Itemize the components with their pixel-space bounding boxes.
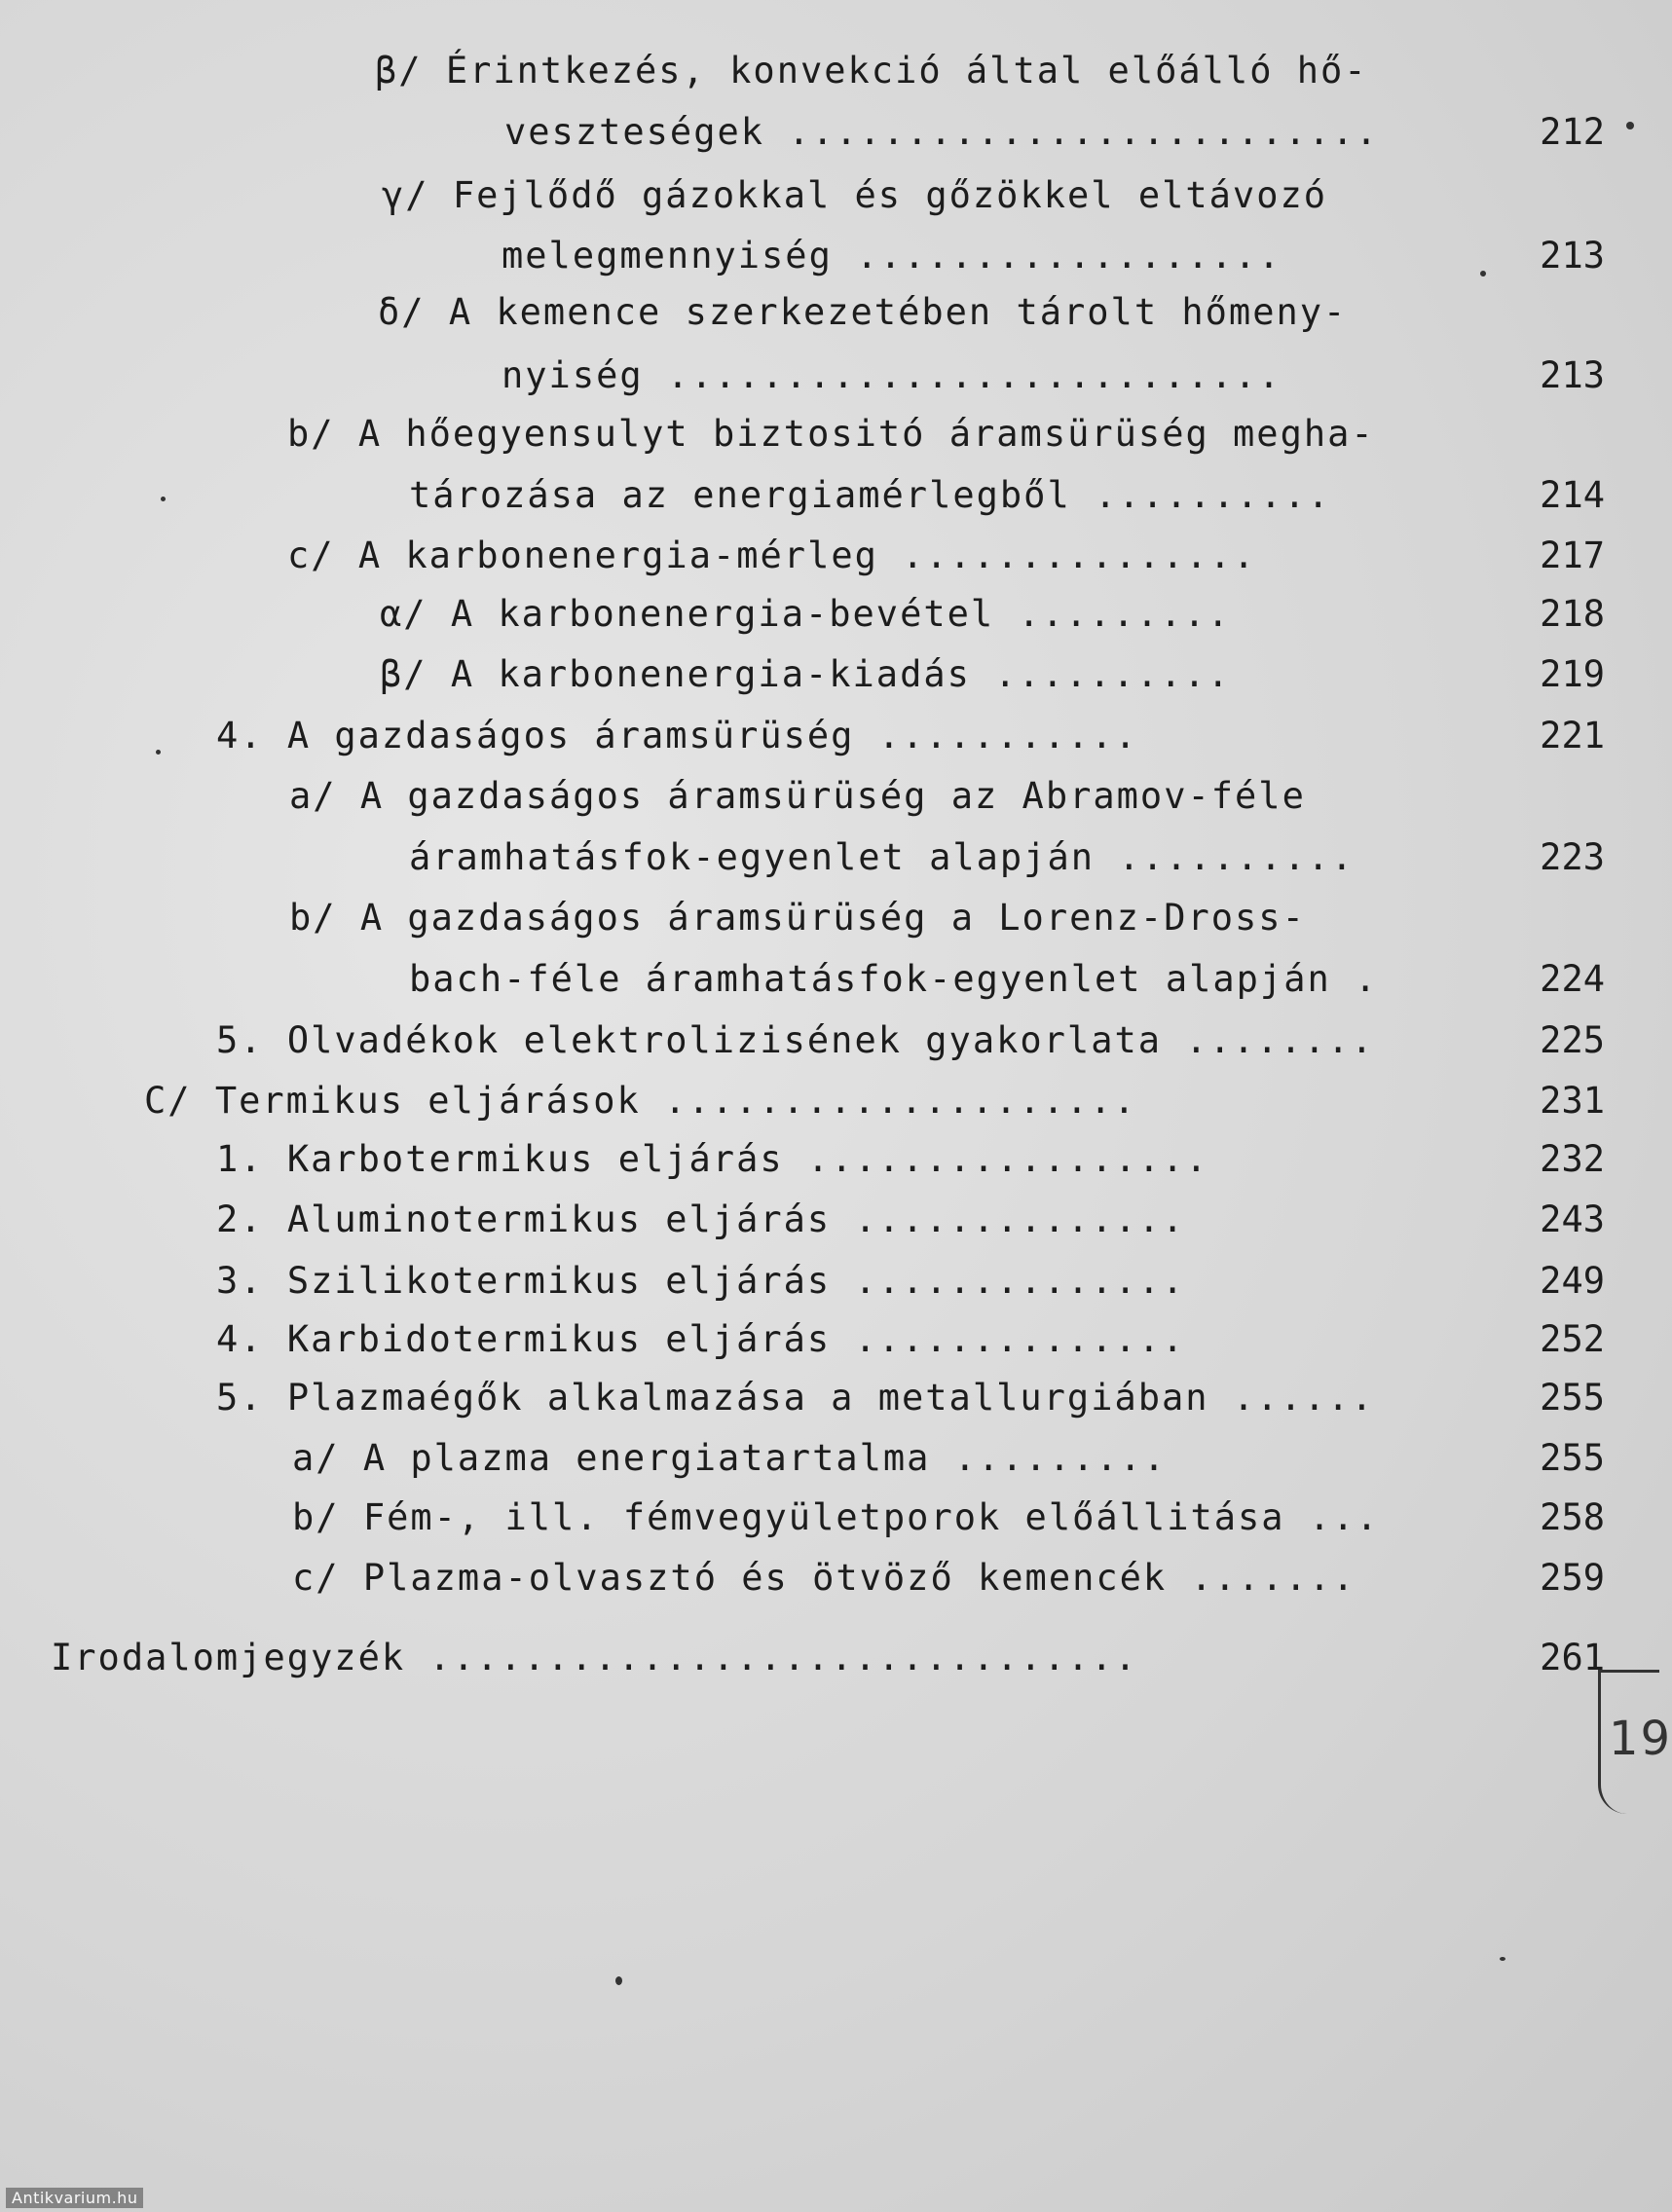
toc-entry bbox=[0, 1428, 1659, 1489]
toc-page-number: 213 bbox=[1540, 354, 1605, 396]
toc-entry-text: b/ A gazdaságos áramsürüség a Lorenz-Dross- bbox=[289, 897, 1306, 939]
toc-page-number: 259 bbox=[1540, 1557, 1605, 1599]
toc-entry-text: b/ Fém-, ill. fémvegyületporok előállitása ... bbox=[292, 1496, 1380, 1538]
toc-page-number: 218 bbox=[1540, 593, 1605, 635]
ink-speck bbox=[1500, 1957, 1505, 1961]
ink-speck bbox=[1480, 271, 1486, 276]
toc-entry bbox=[0, 1251, 1659, 1311]
toc-page-number: 223 bbox=[1540, 836, 1605, 878]
toc-entry bbox=[0, 346, 1659, 406]
toc-entry bbox=[0, 282, 1659, 343]
toc-entry bbox=[0, 766, 1659, 827]
toc-entry bbox=[0, 1190, 1659, 1250]
toc-entry-text: a/ A gazdaságos áramsürüség az Abramov-féle bbox=[289, 775, 1306, 817]
toc-entry bbox=[0, 404, 1659, 464]
toc-entry-text: nyiség .......................... bbox=[502, 354, 1282, 396]
toc-entry-text: 4. Karbidotermikus eljárás .............. bbox=[216, 1318, 1186, 1360]
toc-page-number: 213 bbox=[1540, 235, 1605, 276]
toc-entry bbox=[0, 1071, 1659, 1131]
toc-entry-text: δ/ A kemence szerkezetében tárolt hőmeny- bbox=[378, 291, 1348, 333]
toc-entry bbox=[0, 645, 1659, 705]
toc-entry-text: melegmennyiség .................. bbox=[502, 235, 1282, 276]
toc-entry bbox=[0, 526, 1659, 586]
toc-entry bbox=[0, 949, 1659, 1010]
toc-entry bbox=[0, 1628, 1659, 1688]
toc-entry-text: bach-féle áramhatásfok-egyenlet alapján . bbox=[409, 958, 1379, 1000]
toc-entry-text: veszteségek ......................... bbox=[504, 111, 1380, 153]
toc-entry bbox=[0, 1488, 1659, 1548]
toc-page-number: 258 bbox=[1540, 1496, 1605, 1538]
toc-entry-text: 4. A gazdaságos áramsürüség ........... bbox=[216, 715, 1138, 756]
toc-entry-text: 2. Aluminotermikus eljárás .............. bbox=[216, 1198, 1186, 1240]
toc-entry bbox=[0, 166, 1659, 226]
ink-speck bbox=[161, 497, 166, 501]
toc-entry bbox=[0, 706, 1659, 766]
toc-entry-text: áramhatásfok-egyenlet alapján .......... bbox=[409, 836, 1356, 878]
toc-entry-text: β/ Érintkezés, konvekció által előálló hő- bbox=[375, 50, 1368, 92]
toc-page-number: 255 bbox=[1540, 1437, 1605, 1479]
toc-page-number: 243 bbox=[1540, 1198, 1605, 1240]
toc-entry-text: α/ A karbonenergia-bevétel ......... bbox=[380, 593, 1231, 635]
toc-entry bbox=[0, 1368, 1659, 1428]
toc-entry bbox=[0, 1129, 1659, 1190]
toc-page-number: 252 bbox=[1540, 1318, 1605, 1360]
toc-entry-text: 5. Olvadékok elektrolizisének gyakorlata ........ bbox=[216, 1019, 1375, 1061]
toc-entry bbox=[0, 888, 1659, 948]
toc-entry-text: c/ A karbonenergia-mérleg ............... bbox=[287, 535, 1257, 576]
toc-page-number: 225 bbox=[1540, 1019, 1605, 1061]
toc-entry-text: γ/ Fejlődő gázokkal és gőzökkel eltávozó bbox=[382, 174, 1328, 216]
toc-entry-text: b/ A hőegyensulyt biztositó áramsürüség megha- bbox=[287, 413, 1375, 455]
toc-entry-text: Irodalomjegyzék .............................. bbox=[51, 1637, 1138, 1678]
watermark: Antikvarium.hu bbox=[6, 2188, 143, 2208]
toc-entry-text: tározása az energiamérlegből .......... bbox=[409, 474, 1331, 516]
handwritten-margin-mark bbox=[1598, 1670, 1672, 1814]
toc-page-number: 231 bbox=[1540, 1080, 1605, 1122]
toc-entry-text: C/ Termikus eljárások .................... bbox=[144, 1080, 1137, 1122]
toc-entry-text: 3. Szilikotermikus eljárás .............. bbox=[216, 1260, 1186, 1302]
toc-entry-text: a/ A plazma energiatartalma ......... bbox=[292, 1437, 1168, 1479]
toc-page-number: 219 bbox=[1540, 653, 1605, 695]
toc-entry-text: 5. Plazmaégők alkalmazása a metallurgiában ...... bbox=[216, 1377, 1375, 1419]
toc-entry bbox=[0, 828, 1659, 888]
ink-speck bbox=[1626, 122, 1634, 129]
toc-page-number: 217 bbox=[1540, 535, 1605, 576]
margin-mark-number: 19 bbox=[1609, 1712, 1672, 1766]
toc-page-number: 232 bbox=[1540, 1138, 1605, 1180]
toc-entry bbox=[0, 584, 1659, 645]
ink-speck bbox=[615, 1976, 622, 1985]
toc-entry-text: β/ A karbonenergia-kiadás .......... bbox=[380, 653, 1231, 695]
toc-page-number: 212 bbox=[1540, 111, 1605, 153]
toc-entry bbox=[0, 226, 1659, 286]
toc-entry-text: c/ Plazma-olvasztó és ötvöző kemencék ....... bbox=[292, 1557, 1356, 1599]
toc-entry bbox=[0, 1309, 1659, 1370]
toc-page-number: 224 bbox=[1540, 958, 1605, 1000]
toc-page-number: 249 bbox=[1540, 1260, 1605, 1302]
ink-speck bbox=[156, 750, 161, 755]
toc-entry bbox=[0, 1011, 1659, 1071]
toc-page-number: 261 bbox=[1540, 1637, 1605, 1678]
toc-entry bbox=[0, 1548, 1659, 1608]
toc-entry-text: 1. Karbotermikus eljárás ................. bbox=[216, 1138, 1209, 1180]
toc-page-number: 255 bbox=[1540, 1377, 1605, 1419]
toc-entry bbox=[0, 41, 1659, 101]
toc-page-number: 214 bbox=[1540, 474, 1605, 516]
toc-entry bbox=[0, 465, 1659, 526]
toc-page-number: 221 bbox=[1540, 715, 1605, 756]
toc-entry bbox=[0, 102, 1659, 163]
